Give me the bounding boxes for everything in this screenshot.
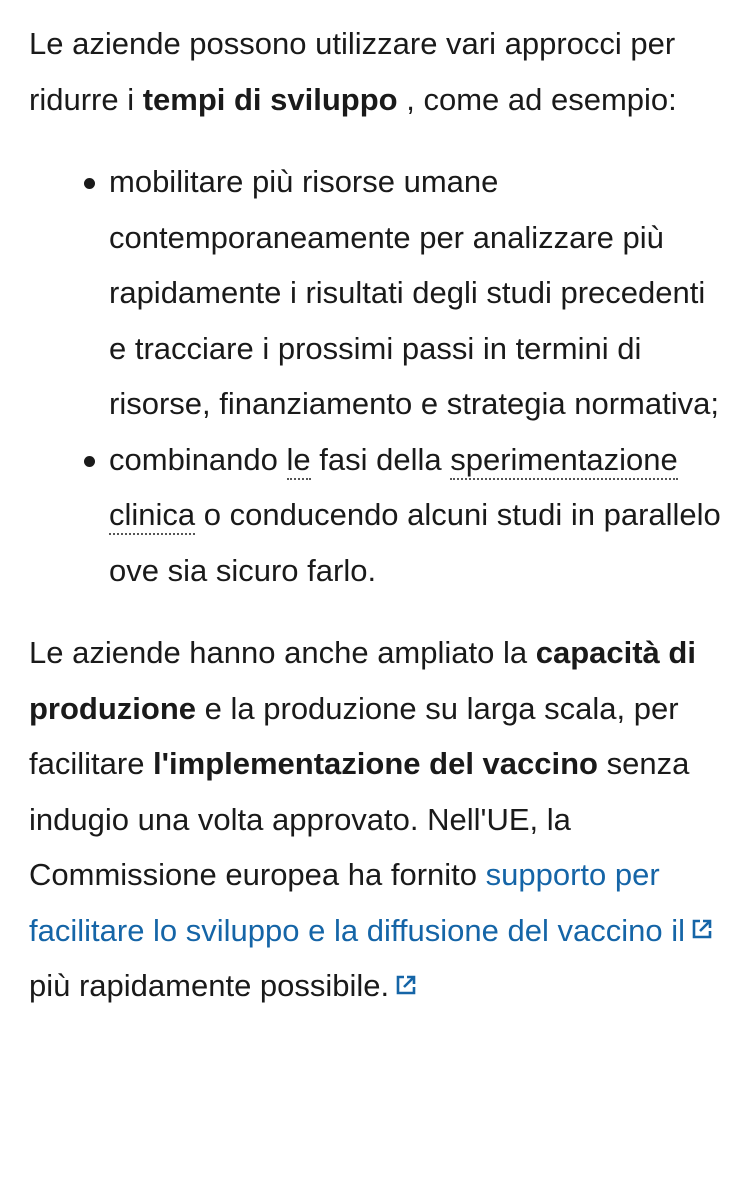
paragraph-text: senza indugio una volta approvato. Nell'UE, la Commissione europea ha fornito (29, 746, 690, 892)
external-link-icon[interactable] (395, 974, 417, 996)
glossary-term-le[interactable]: le (287, 442, 311, 480)
production-capacity-bold: capacità di produzione (29, 635, 696, 726)
list-item-text: mobilitare più risorse umane contemporaneamente per analizzare più rapidamente i risultati degli studi precedenti e tracciare i prossimi passi in termini di risorse, finanziamento e strategia normativa; (109, 164, 719, 421)
intro-text: Le aziende possono utilizzare vari approcci per ridurre i (29, 26, 676, 117)
intro-text-end: , come ad esempio: (397, 81, 677, 117)
support-link-text[interactable]: supporto per facilitare lo sviluppo e la diffusione del vaccino il (29, 857, 685, 948)
bullet-icon (84, 456, 95, 467)
approaches-list (29, 154, 724, 598)
external-link-icon[interactable] (691, 918, 713, 940)
list-item-text: combinando (109, 441, 287, 477)
glossary-term-clinical-trial[interactable]: sperimentazione clinica (109, 442, 678, 536)
paragraph-text: e la produzione su larga scala, per facilitare (29, 690, 679, 781)
list-item-text: o conducendo alcuni studi in parallelo ove sia sicuro farlo. (109, 497, 721, 588)
bullet-icon (84, 178, 95, 189)
vaccine-implementation-bold: l'implementazione del vaccino (153, 746, 598, 781)
paragraph-text: Le aziende hanno anche ampliato la (29, 635, 536, 670)
development-times-bold: tempi di sviluppo (142, 81, 398, 117)
intro-paragraph (29, 16, 724, 127)
production-paragraph (29, 625, 724, 1014)
list-item (109, 154, 724, 432)
paragraph-text: più rapidamente possibile. (29, 968, 390, 1003)
list-item-text: fasi della (310, 441, 451, 477)
list-item (109, 432, 724, 599)
